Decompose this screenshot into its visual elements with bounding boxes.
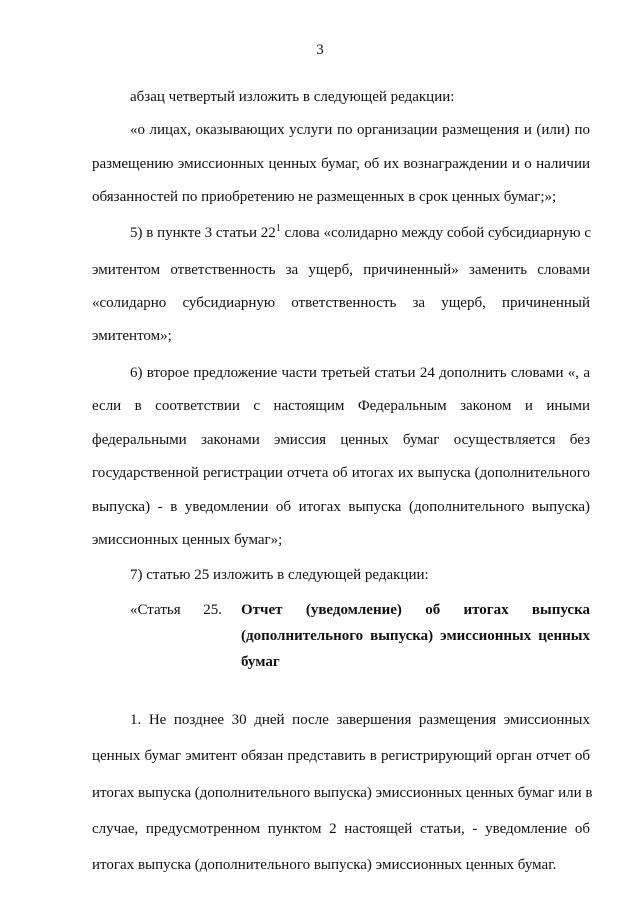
text-line: эмиссионных ценных бумаг»; bbox=[92, 532, 283, 548]
text-line: 1. Не позднее 30 дней после завершения размещения эмиссионных bbox=[130, 712, 590, 728]
text-line: эмитентом ответственность за ущерб, причиненный» заменить словами bbox=[92, 262, 590, 278]
text-line: ценных бумаг эмитент обязан представить в регистрирующий орган отчет об bbox=[92, 748, 590, 764]
article-title-line: бумаг bbox=[241, 654, 280, 670]
text-line: 6) второе предложение части третьей статьи 24 дополнить словами «, а bbox=[130, 365, 590, 381]
item-5-text-start: 5) в пункте 3 статьи 22 bbox=[130, 225, 276, 241]
text-line: федеральными законами эмиссия ценных бумаг осуществляется без bbox=[92, 432, 590, 448]
text-line: «солидарно субсидиарную ответственность за ущерб, причиненный bbox=[92, 295, 590, 311]
text-line: итогах выпуска (дополнительного выпуска) эмиссионных ценных бумаг. bbox=[92, 857, 557, 873]
text-line: выпуска) - в уведомлении об итогах выпуска (дополнительного выпуска) bbox=[92, 499, 590, 515]
superscript: 1 bbox=[275, 223, 281, 234]
text-line: «о лицах, оказывающих услуги по организации размещения и (или) по bbox=[130, 122, 590, 138]
text-line: размещению эмиссионных ценных бумаг, об их вознаграждении и о наличии bbox=[92, 156, 590, 172]
text-line: если в соответствии с настоящим Федеральным законом и иными bbox=[92, 398, 590, 414]
paragraph-intro: абзац четвертый изложить в следующей редакции: bbox=[130, 89, 455, 105]
item-7-paragraph: 7) статью 25 изложить в следующей редакции: bbox=[130, 567, 429, 583]
text-line: эмитентом»; bbox=[92, 328, 172, 344]
article-title-line: Отчет (уведомление) об итогах выпуска bbox=[241, 602, 590, 618]
item-5-text-end: слова «солидарно между собой субсидиарную с bbox=[280, 225, 592, 241]
text-line bbox=[130, 224, 590, 242]
article-label: «Статья 25. bbox=[130, 602, 222, 618]
article-title-line: (дополнительного выпуска) эмиссионных ценных bbox=[241, 628, 590, 644]
text-line: государственной регистрации отчета об итогах их выпуска (дополнительного bbox=[92, 465, 590, 481]
text-line: обязанностей по приобретению не размещенных в срок ценных бумаг;»; bbox=[92, 189, 557, 205]
text-line: итогах выпуска (дополнительного выпуска) эмиссионных ценных бумаг или в bbox=[92, 785, 593, 801]
page-number: 3 bbox=[316, 42, 324, 58]
text-line: случае, предусмотренном пунктом 2 настоящей статьи, - уведомление об bbox=[92, 821, 590, 837]
